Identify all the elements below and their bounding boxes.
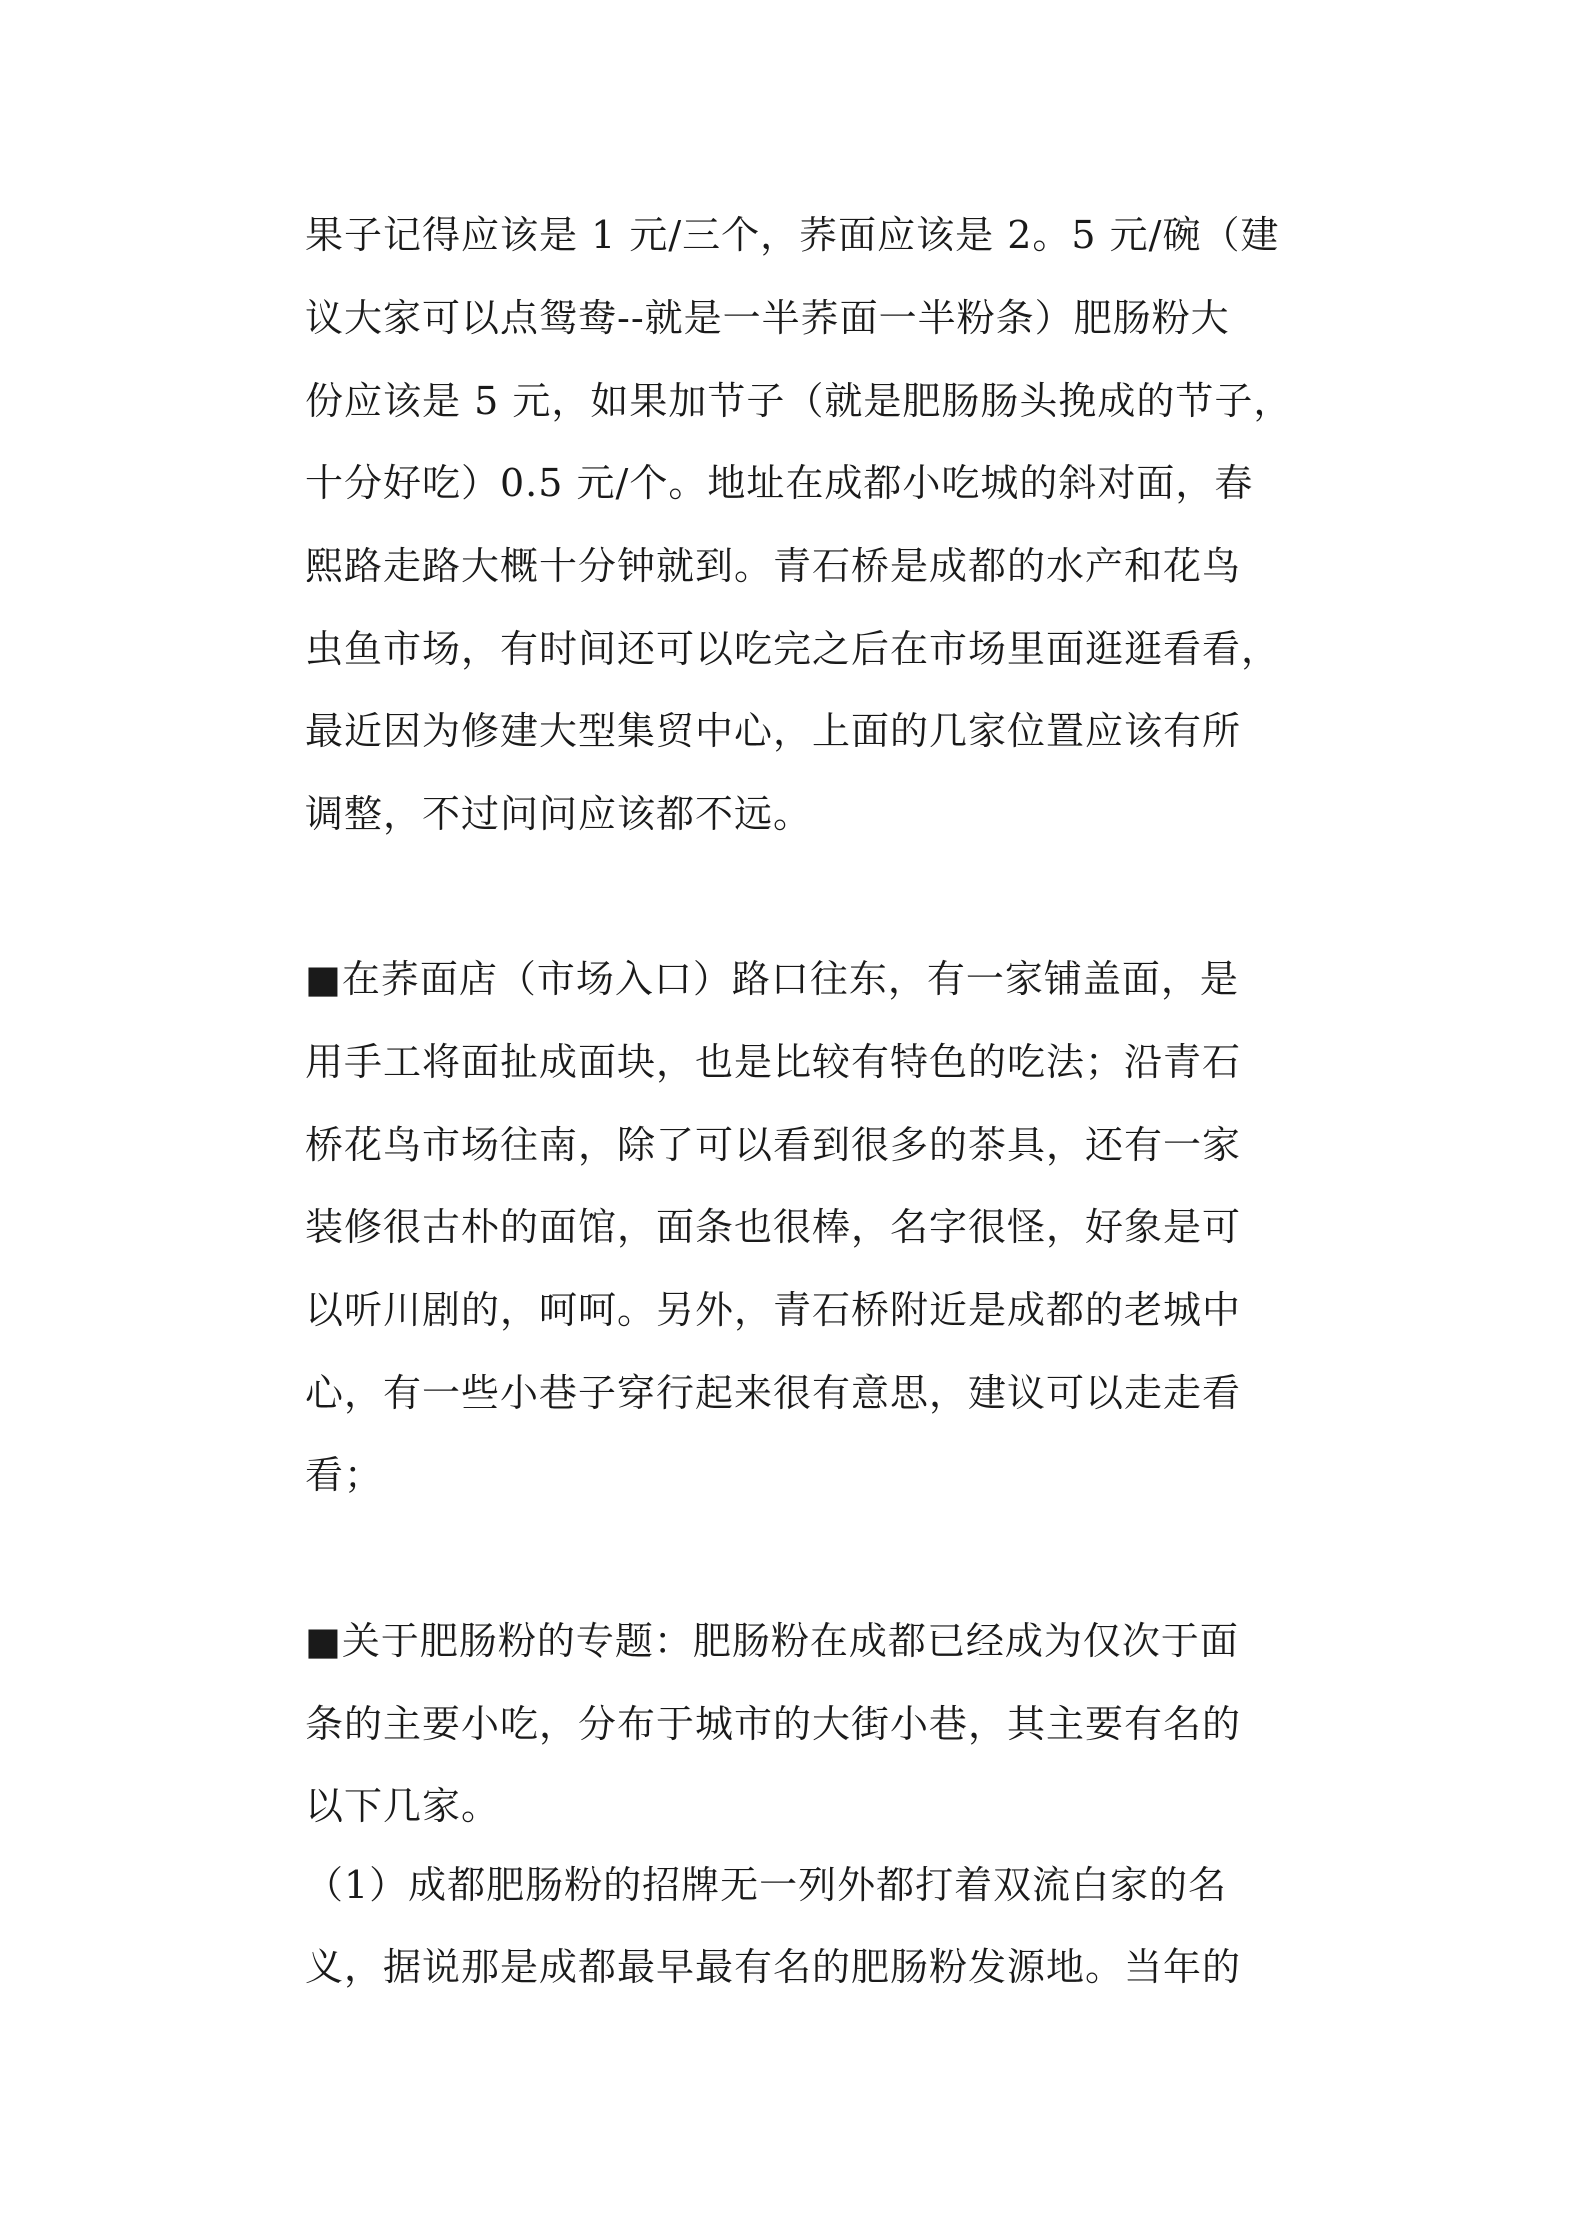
paragraph-2-line-4: 装修很古朴的面馆，面条也很棒，名字很怪，好象是可 bbox=[305, 1205, 1242, 1249]
paragraph-1-line-6: 虫鱼市场，有时间还可以吃完之后在市场里面逛逛看看， bbox=[305, 627, 1281, 671]
paragraph-1-line-7: 最近因为修建大型集贸中心，上面的几家位置应该有所 bbox=[305, 709, 1242, 753]
paragraph-3-line-1: ■关于肥肠粉的专题：肥肠粉在成都已经成为仅次于面 bbox=[305, 1619, 1239, 1663]
paragraph-1-line-2: 议大家可以点鸳鸯--就是一半荞面一半粉条）肥肠粉大 bbox=[305, 296, 1230, 340]
paragraph-3-line-4: （1）成都肥肠粉的招牌无一列外都打着双流白家的名 bbox=[305, 1863, 1228, 1907]
paragraph-1-line-1: 果子记得应该是 1 元/三个，荞面应该是 2。5 元/碗（建 bbox=[305, 213, 1280, 257]
paragraph-2-line-3: 桥花鸟市场往南，除了可以看到很多的茶具，还有一家 bbox=[305, 1123, 1242, 1167]
paragraph-1-line-8: 调整，不过问问应该都不远。 bbox=[305, 792, 813, 836]
paragraph-1-line-4: 十分好吃）0.5 元/个。地址在成都小吃城的斜对面，春 bbox=[305, 461, 1254, 505]
paragraph-3-line-3: 以下几家。 bbox=[305, 1784, 501, 1828]
paragraph-3-line-2: 条的主要小吃，分布于城市的大街小巷，其主要有名的 bbox=[305, 1702, 1242, 1746]
paragraph-3-line-5: 义，据说那是成都最早最有名的肥肠粉发源地。当年的 bbox=[305, 1945, 1242, 1989]
paragraph-2-line-2: 用手工将面扯成面块，也是比较有特色的吃法；沿青石 bbox=[305, 1040, 1242, 1084]
paragraph-1-line-3: 份应该是 5 元，如果加节子（就是肥肠肠头挽成的节子， bbox=[305, 379, 1293, 423]
paragraph-2-line-7: 看； bbox=[305, 1453, 384, 1497]
paragraph-2-line-1: ■在荞面店（市场入口）路口往东，有一家铺盖面，是 bbox=[305, 957, 1239, 1001]
paragraph-1-line-5: 熙路走路大概十分钟就到。青石桥是成都的水产和花鸟 bbox=[305, 544, 1242, 588]
paragraph-2-line-5: 以听川剧的，呵呵。另外，青石桥附近是成都的老城中 bbox=[305, 1288, 1242, 1332]
paragraph-2-line-6: 心，有一些小巷子穿行起来很有意思，建议可以走走看 bbox=[305, 1371, 1242, 1415]
